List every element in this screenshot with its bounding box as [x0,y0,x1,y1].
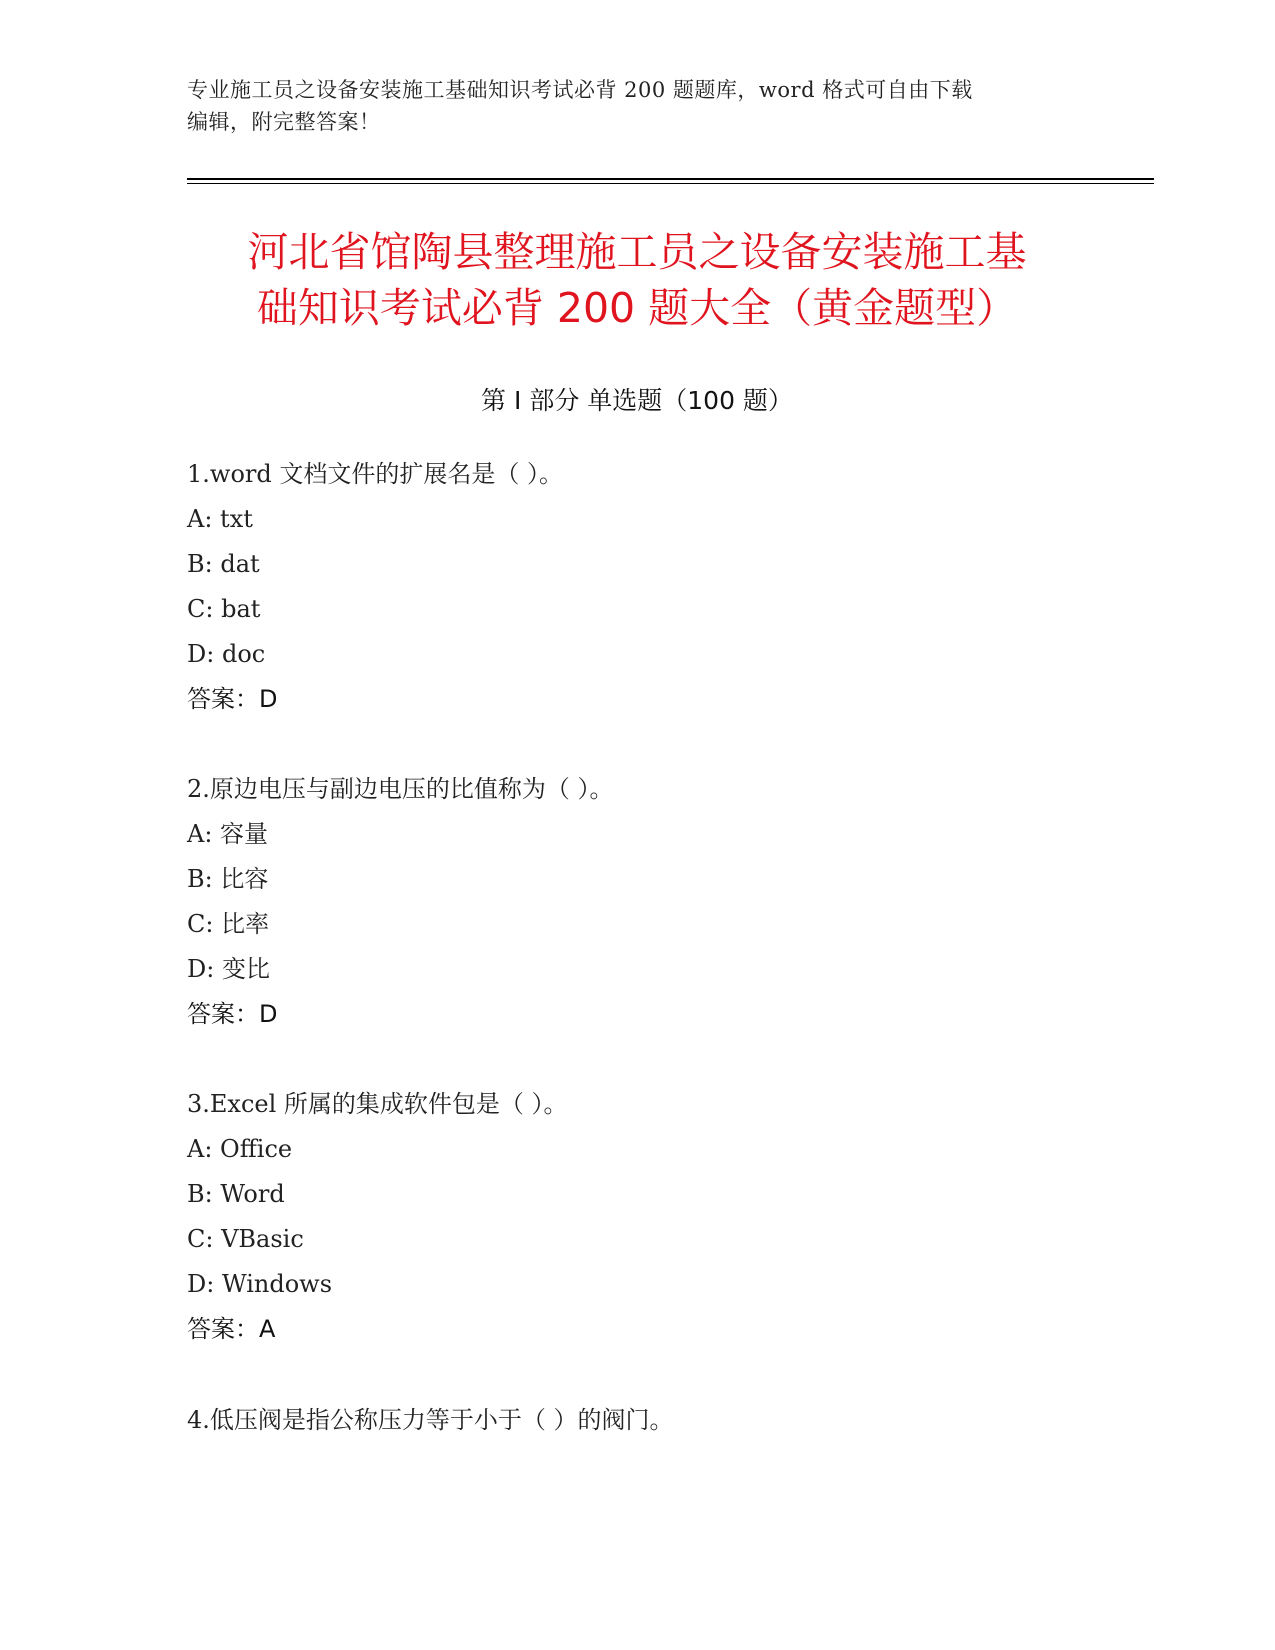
document-title [187,224,1087,336]
answer: 答案：A [187,1315,276,1343]
question-stem: 3.Excel 所属的集成软件包是（ ）。 [187,1090,568,1118]
header-divider-thin [187,183,1154,184]
header-divider-thick [187,178,1154,180]
header-note-line-2: 编辑，附完整答案！ [187,110,381,134]
option-b: B: dat [187,550,260,578]
option-a: A: 容量 [187,820,269,848]
answer: 答案：D [187,685,278,713]
header-note [187,74,1077,138]
option-a: A: txt [187,505,253,533]
option-b: B: 比容 [187,865,269,893]
question-1 [187,452,1087,722]
document-title-line-2: 础知识考试必背 200 题大全（黄金题型） [256,284,1018,332]
question-4 [187,1398,1087,1443]
header-note-line-1: 专业施工员之设备安装施工基础知识考试必背 200 题题库，word 格式可自由下载 [187,78,973,102]
question-stem: 2.原边电压与副边电压的比值称为（ ）。 [187,775,614,803]
option-d: D: Windows [187,1270,333,1298]
option-c: C: 比率 [187,910,270,938]
question-3 [187,1082,1087,1352]
option-b: B: Word [187,1180,285,1208]
option-d: D: doc [187,640,266,668]
document-title-line-1: 河北省馆陶县整理施工员之设备安装施工基 [247,228,1027,276]
option-c: C: bat [187,595,261,623]
question-stem: 1.word 文档文件的扩展名是（ ）。 [187,460,563,488]
section-heading: 第 I 部分 单选题（100 题） [481,386,793,415]
answer: 答案：D [187,1000,278,1028]
option-d: D: 变比 [187,955,270,983]
question-2 [187,767,1087,1037]
question-stem: 4.低压阀是指公称压力等于小于（ ）的阀门。 [187,1406,674,1434]
option-a: A: Office [187,1135,293,1163]
option-c: C: VBasic [187,1225,304,1253]
